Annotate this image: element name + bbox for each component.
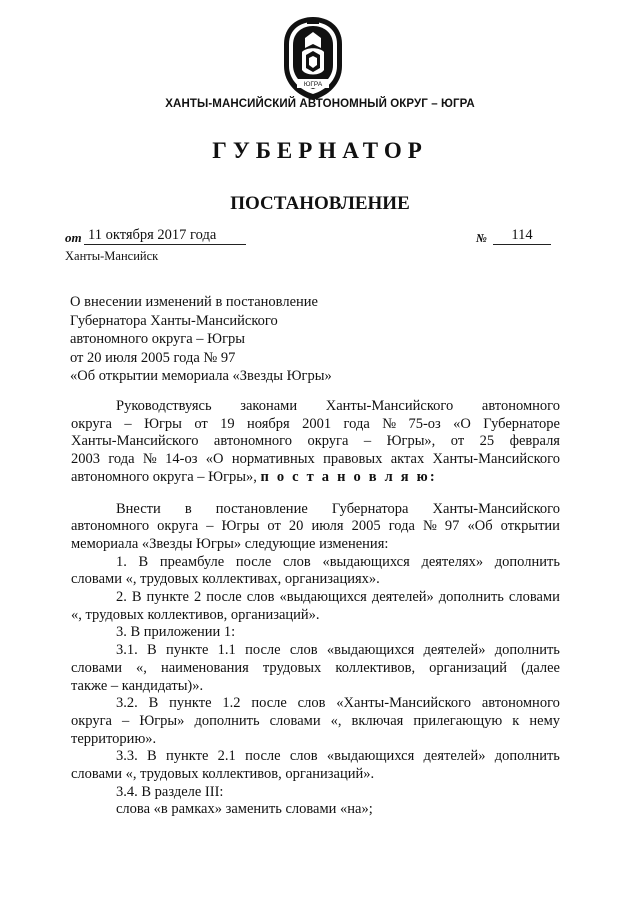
word: пункте: [169, 695, 212, 712]
word: «,: [136, 659, 147, 676]
word: 2.: [116, 589, 127, 606]
word: 25: [479, 433, 495, 450]
body-line: [71, 589, 560, 607]
word: от: [450, 433, 465, 450]
subject-line: автономного округа – Югры: [70, 331, 246, 348]
word: Югры: [144, 415, 182, 432]
word: Ханты-Мансийского: [71, 433, 199, 450]
word: дополнить: [494, 642, 560, 659]
word: «выдающихся: [326, 642, 415, 659]
word: деятелях»: [421, 553, 484, 570]
body-line: [71, 695, 560, 713]
word: после: [206, 589, 242, 606]
word: после: [251, 695, 287, 712]
word: «,: [330, 712, 342, 729]
document-type: ПОСТАНОВЛЕНИЕ: [230, 193, 410, 214]
word: 2.1: [217, 748, 236, 765]
word: №: [142, 451, 157, 468]
main-paragraph: [71, 501, 560, 554]
word: слов: [246, 589, 275, 606]
word: 1.1: [217, 642, 236, 659]
word: 2001: [302, 415, 332, 432]
word: 75-оз: [408, 415, 441, 432]
word: слов: [289, 642, 318, 659]
word: ноября: [247, 415, 290, 432]
word: дополнить: [194, 712, 260, 729]
word: 20: [288, 518, 304, 535]
word: «Ханты-Мансийского: [336, 695, 471, 712]
word: –: [363, 433, 372, 450]
word: открытии: [500, 518, 560, 535]
word: организаций: [429, 659, 508, 676]
word: правовых: [323, 451, 383, 468]
word: округа: [71, 712, 112, 729]
word: 97: [444, 518, 460, 535]
body-line: [71, 469, 560, 487]
body-line: [71, 433, 560, 451]
word: июля: [311, 518, 344, 535]
word: года: [108, 451, 135, 468]
word: после: [245, 642, 281, 659]
body-line: [71, 451, 560, 469]
word: слов: [289, 748, 318, 765]
body-line: мемориала «Звезды Югры» следующие изменения:: [71, 535, 389, 552]
body-line: также – кандидаты)».: [71, 677, 204, 694]
word: дополнить: [438, 589, 504, 606]
word: В: [131, 589, 142, 606]
word: округа: [71, 415, 112, 432]
word: автономного: [213, 433, 292, 450]
word: «выдающихся: [322, 553, 410, 570]
word: 3.3.: [116, 748, 138, 765]
word: деятелей»: [423, 748, 486, 765]
subject-line: Губернатора Ханты-Мансийского: [70, 312, 278, 329]
body-line: территорию».: [71, 730, 157, 747]
word: Югры: [221, 518, 260, 535]
word: наименования: [160, 659, 249, 676]
word: В: [147, 642, 157, 659]
word: 2003: [71, 451, 100, 468]
word: автономного: [71, 518, 150, 535]
word: пункте: [165, 748, 209, 765]
word: коллективов,: [335, 659, 416, 676]
word: –: [206, 518, 214, 535]
word: –: [122, 712, 130, 729]
word: от: [267, 518, 281, 535]
word: 19: [220, 415, 235, 432]
word: слов: [283, 553, 311, 570]
word: №: [382, 415, 397, 432]
body-line: [71, 713, 560, 731]
word: Руководствуясь: [116, 398, 212, 414]
document-body: [71, 398, 560, 819]
document-number: 114: [493, 227, 551, 245]
body-line: [71, 642, 560, 660]
word: 2: [193, 589, 202, 606]
body-line: 3. В приложении 1:: [116, 624, 236, 641]
document-subject: [70, 293, 332, 386]
word: года: [388, 518, 415, 535]
word: Губернатора: [331, 500, 409, 517]
word: после: [245, 748, 281, 765]
coat-of-arms-emblem: [278, 14, 348, 102]
body-line: [71, 416, 560, 434]
number-prefix: №: [476, 231, 487, 245]
body-line: [71, 748, 560, 766]
word: дополнить: [494, 748, 560, 765]
word: «выдающихся: [279, 589, 367, 606]
document-issuer-title: ГУБЕРНАТОР: [212, 138, 428, 163]
body-line: «, трудовых коллективов, организаций».: [71, 606, 320, 623]
word: дополнить: [494, 553, 560, 570]
word: включая: [351, 712, 404, 729]
word: Ханты-Мансийского: [325, 398, 454, 414]
list-item: [71, 642, 560, 695]
word: от: [194, 415, 208, 432]
word: «О: [205, 451, 224, 468]
word: 2005: [351, 518, 381, 535]
word: В: [147, 748, 157, 765]
list-item: [71, 554, 560, 589]
word: Ханты-Мансийского: [432, 451, 560, 468]
word: Югры»,: [386, 433, 436, 450]
word: Югры»: [139, 712, 185, 729]
document-date: 11 октября 2017 года: [84, 227, 246, 245]
list-item: [71, 748, 560, 783]
word: (далее: [521, 659, 560, 676]
subject-line: «Об открытии мемориала «Звезды Югры»: [70, 368, 332, 385]
word: В: [148, 695, 159, 712]
word: деятелей»: [423, 642, 486, 659]
word: законами: [240, 398, 298, 414]
emblem-caption: ЮГРА: [303, 81, 323, 88]
body-line: слова «в рамках» заменить словами «на»;: [116, 801, 373, 818]
word: нормативных: [231, 451, 315, 468]
word: 1.: [116, 553, 127, 570]
word: словами: [269, 712, 321, 729]
word: автономного: [481, 398, 560, 414]
body-line: словами «, трудовых коллективов, организаций».: [71, 766, 375, 783]
word: «Об: [467, 518, 493, 535]
word: года: [343, 415, 370, 432]
body-line: [71, 501, 560, 519]
region-name: ХАНТЫ-МАНСИЙСКИЙ АВТОНОМНЫЙ ОКРУГ – ЮГРА: [165, 98, 475, 110]
word: в: [184, 500, 192, 517]
word: Внести: [116, 500, 161, 517]
body-text: автономного округа – Югры»,: [71, 468, 257, 485]
word: 3.2.: [116, 695, 138, 712]
decree-keyword: п о с т а н о в л я ю:: [260, 468, 437, 485]
word: «О: [453, 415, 471, 432]
preamble-paragraph: [71, 398, 560, 487]
body-line: 3.4. В разделе III:: [116, 783, 224, 800]
list-item: [71, 624, 560, 642]
word: словами: [71, 659, 122, 676]
word: пункте: [146, 589, 189, 606]
word: «выдающихся: [326, 748, 415, 765]
word: В: [138, 553, 149, 570]
word: Ханты-Мансийского: [432, 500, 560, 517]
word: словами: [508, 589, 560, 606]
body-line: [71, 554, 560, 572]
body-line: [71, 660, 560, 678]
list-item: [71, 784, 560, 819]
word: Губернаторе: [483, 415, 560, 432]
word: актах: [390, 451, 425, 468]
word: февраля: [509, 433, 560, 450]
word: автономного: [481, 695, 560, 712]
list-item: [71, 589, 560, 624]
word: 14-оз: [165, 451, 198, 468]
word: трудовых: [262, 659, 322, 676]
word: преамбуле: [159, 553, 225, 570]
word: постановление: [215, 500, 308, 517]
issue-city: Ханты-Мансийск: [65, 249, 159, 263]
body-line: словами «, трудовых коллективах, организациях».: [71, 571, 380, 588]
word: к: [512, 712, 520, 729]
subject-line: О внесении изменений в постановление: [70, 294, 318, 310]
word: округа: [157, 518, 199, 535]
word: слов: [297, 695, 326, 712]
word: 1.2: [222, 695, 241, 712]
word: округа: [307, 433, 349, 450]
word: прилегающую: [413, 712, 503, 729]
subject-line: от 20 июля 2005 года № 97: [70, 349, 236, 366]
body-line: [71, 398, 560, 416]
word: после: [235, 553, 272, 570]
word: нему: [529, 712, 560, 729]
word: 3.1.: [116, 642, 138, 659]
list-item: [71, 695, 560, 748]
word: пункте: [165, 642, 209, 659]
body-line: [71, 518, 560, 536]
word: деятелей»: [371, 589, 434, 606]
word: №: [423, 518, 437, 535]
word: –: [124, 415, 132, 432]
date-prefix: от: [65, 230, 82, 245]
